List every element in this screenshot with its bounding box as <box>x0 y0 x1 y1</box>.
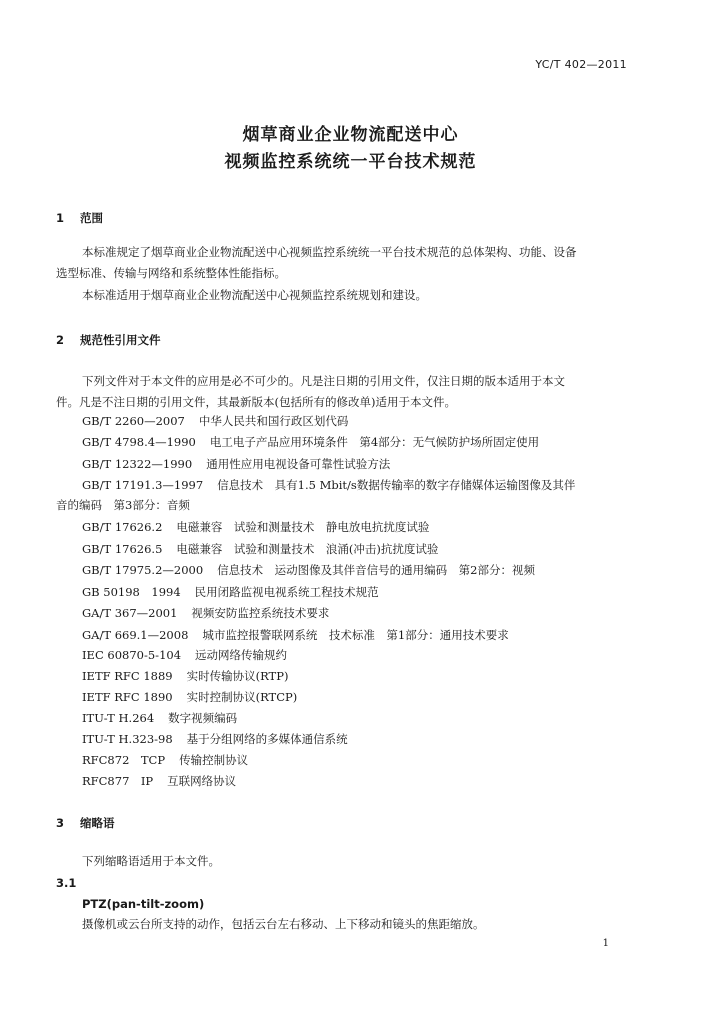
section-2-heading: 2 规范性引用文件 <box>56 333 161 347</box>
reference-item: GB/T 12322—1990 通用性应用电视设备可靠性试验方法 <box>82 457 391 471</box>
reference-item-continuation: 音的编码 第3部分：音频 <box>56 498 190 512</box>
reference-item: RFC877 IP 互联网络协议 <box>82 774 237 788</box>
section-3-intro: 下列缩略语适用于本文件。 <box>82 854 220 868</box>
doc-title-line1: 烟草商业企业物流配送中心 <box>242 125 459 145</box>
reference-item: GB/T 4798.4—1990 电工电子产品应用环境条件 第4部分：无气候防护场所固定使用 <box>82 435 540 449</box>
doc-title-line2: 视频监控系统统一平台技术规范 <box>224 152 477 172</box>
term-ptz-definition: 摄像机或云台所支持的动作，包括云台左右移动、上下移动和镜头的焦距缩放。 <box>82 917 485 931</box>
term-ptz: PTZ(pan-tilt-zoom) <box>82 897 205 911</box>
reference-item: IETF RFC 1890 实时控制协议(RTCP) <box>82 690 298 704</box>
section-1-heading: 1 范围 <box>56 211 103 225</box>
page-number: 1 <box>602 938 609 949</box>
reference-item: RFC872 TCP 传输控制协议 <box>82 753 249 767</box>
reference-item: GB/T 17626.5 电磁兼容 试验和测量技术 浪涌(冲击)抗扰度试验 <box>82 542 439 556</box>
reference-item: GB/T 17191.3—1997 信息技术 具有1.5 Mbit/s数据传输率的数字存储媒体运输图像及其伴 <box>82 478 576 492</box>
reference-item: IEC 60870-5-104 远动网络传输规约 <box>82 648 288 662</box>
reference-item: GA/T 669.1—2008 城市监控报警联网系统 技术标准 第1部分：通用技术要求 <box>82 628 509 642</box>
reference-item: GA/T 367—2001 视频安防监控系统技术要求 <box>82 606 330 620</box>
section-2-intro-line-1: 下列文件对于本文件的应用是必不可少的。凡是注日期的引用文件，仅注日期的版本适用于本文 <box>82 374 565 388</box>
standard-code: YC/T 402—2011 <box>535 58 627 71</box>
section-1-paragraph-2: 本标准适用于烟草商业企业物流配送中心视频监控系统规划和建设。 <box>82 288 427 302</box>
section-1-paragraph-1-line-2: 选型标准、传输与网络和系统整体性能指标。 <box>56 266 286 280</box>
reference-item: IETF RFC 1889 实时传输协议(RTP) <box>82 669 289 683</box>
section-3-heading: 3 缩略语 <box>56 816 115 830</box>
reference-item: ITU-T H.323-98 基于分组网络的多媒体通信系统 <box>82 732 348 746</box>
reference-item: GB 50198 1994 民用闭路监视电视系统工程技术规范 <box>82 585 379 599</box>
section-1-paragraph-1-line-1: 本标准规定了烟草商业企业物流配送中心视频监控系统统一平台技术规范的总体架构、功能、设备 <box>82 245 577 259</box>
subsection-3-1-number: 3.1 <box>56 876 77 890</box>
reference-item: GB/T 17975.2—2000 信息技术 运动图像及其伴音信号的通用编码 第2部分：视频 <box>82 563 535 577</box>
reference-item: ITU-T H.264 数字视频编码 <box>82 711 238 725</box>
reference-item: GB/T 2260—2007 中华人民共和国行政区划代码 <box>82 414 349 428</box>
section-2-intro-line-2: 件。凡是不注日期的引用文件，其最新版本(包括所有的修改单)适用于本文件。 <box>56 395 456 409</box>
reference-item: GB/T 17626.2 电磁兼容 试验和测量技术 静电放电抗扰度试验 <box>82 520 430 534</box>
